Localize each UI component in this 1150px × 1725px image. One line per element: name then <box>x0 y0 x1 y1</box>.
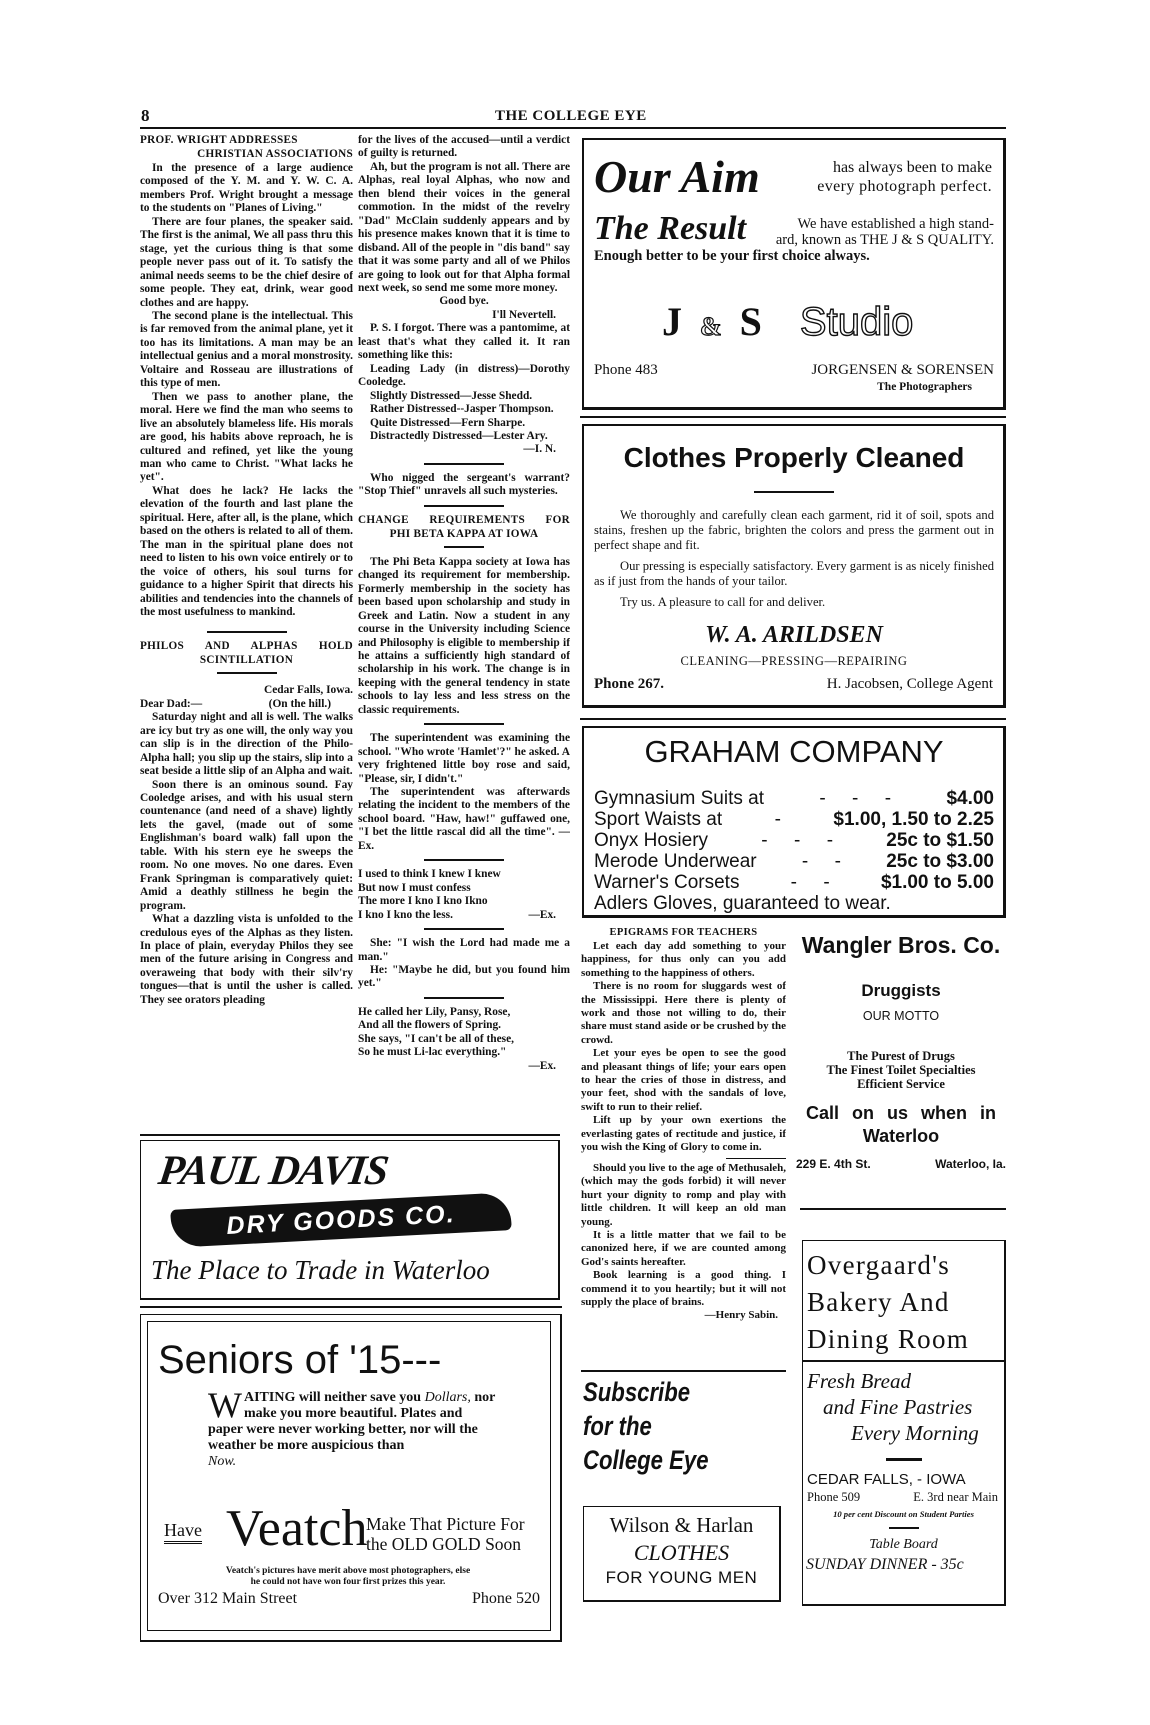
veatch-name: Veatch <box>226 1500 368 1557</box>
name-line: Bakery And <box>807 1287 950 1317</box>
paragraph: Let each day add something to your happiness, for thus only can you add something to the happiness of others. <box>581 940 786 979</box>
poem-line: He called her Lily, Pansy, Rose, <box>358 1005 511 1018</box>
tag-line: Fresh Bread <box>807 1369 912 1393</box>
paragraph: The superintendent was examining the school. "Who wrote 'Hamlet'?" he asked. A very frightened little boy rose and said, "Please, sir, I didn't." <box>358 732 570 785</box>
price-row <box>594 788 994 809</box>
paragraph: P. S. I forgot. There was a pantomime, at least that's what they called it. It ran something like this: <box>358 322 570 362</box>
divider <box>424 928 504 930</box>
poem-line: And all the flowers of Spring. <box>358 1019 502 1032</box>
headline: EPIGRAMS FOR TEACHERS <box>609 927 758 938</box>
divider <box>444 546 484 548</box>
paragraph: Book learning is a good thing. I commend it to you heartily; but it will not supply the place of brains. <box>581 1269 786 1309</box>
aim-title: Our Aim <box>594 151 760 202</box>
price-row <box>594 851 994 872</box>
paragraph: Our pressing is especially satisfactory. Every garment is as nicely finished as if just from the hands of your tailor. <box>594 559 994 588</box>
poem-line: She says, "I can't be all of these, <box>358 1032 514 1045</box>
headline: PHILOS AND ALPHAS HOLD <box>140 640 353 653</box>
paragraph: In the presence of a large audience composed of the Y. M. and Y. W. C. A. members Prof. Wright brought a message to the students on "Planes of Living." <box>140 162 353 215</box>
make-line: Make That Picture For <box>366 1514 525 1534</box>
cast-line: Distractedly Distressed—Lester Ary. <box>370 429 548 442</box>
city: Waterloo, Ia. <box>935 1157 1006 1171</box>
paragraph: Soon there is an ominous sound. Fay Cooledge arises, and with his usual stern countenance (and need of a shave) lightly lets the gavel, (made out of some Englishman's board walk) fall upon the table. With his stern eye he sweeps the room. No one moves. No one dares. Even Frank Springman is comparatively quiet: Amid a deathly stillness he begin the program. <box>140 778 353 912</box>
ad-seniors-inner <box>147 1321 551 1631</box>
rule <box>140 1134 560 1136</box>
cleaning-title: Clothes Properly Cleaned <box>623 442 965 473</box>
divider <box>424 859 504 861</box>
paragraph: Ah, but the program is not all. There are Alphas, real loyal Alphas, who now and then blend their voices in the general commotion. In the midst of the revelry "Dad" McClain suddenly appears and by his presence makes known that it is time to disband. All of the people in "dis band" say that it was some party and all of we Philos are going to look out for that Alpha formal next week, so send me some more money. <box>358 160 570 294</box>
tag-line: Every Morning <box>851 1421 979 1445</box>
poem-line: So he must Li-lac everything." <box>358 1046 507 1059</box>
paragraph: Who nigged the sergeant's warrant? "Stop Thief" unravels all such mysteries. <box>358 471 570 498</box>
location: (On the hill.) <box>268 697 331 710</box>
body-text: nor make you more beautiful. Plates and paper were never working better, nor will the weather be more auspicious than <box>208 1390 496 1453</box>
rule <box>580 416 1006 418</box>
paragraph: Saturday night and all is well. The walks are icy but try as one will, the only way you can slip is in the direction of the Philo-Alpha hall; you slip up the stairs, slip into a seat beside a little slip of an Alpha and wait. <box>140 711 353 778</box>
dinner: SUNDAY DINNER - 35c <box>806 1555 964 1573</box>
banner <box>170 1192 512 1248</box>
item-dashes: - - - <box>819 788 892 809</box>
call-line-1: Call on us when in <box>805 1103 996 1123</box>
divider <box>424 997 504 999</box>
divider <box>217 672 277 674</box>
aim-text-line: every photograph perfect. <box>817 178 992 195</box>
ad-paul-davis <box>140 1140 560 1300</box>
headline: PROF. WRIGHT ADDRESSES <box>140 134 298 146</box>
item-name: Merode Underwear <box>594 851 757 872</box>
body-now: Now. <box>208 1454 237 1469</box>
cast-line: Rather Distressed--Jasper Thompson. <box>370 403 554 416</box>
epigrams-column <box>581 926 786 1366</box>
article-wright <box>140 134 353 619</box>
phone: Phone 520 <box>472 1590 540 1607</box>
body-dollars: Dollars, <box>424 1390 471 1405</box>
signature: I'll Nevertell. <box>492 308 556 321</box>
paragraph: She: "I wish the Lord had made me a man." <box>358 937 570 963</box>
merit-line: Veatch's pictures have merit above most photographers, else <box>225 1566 471 1576</box>
rule <box>581 1370 786 1372</box>
make-picture <box>366 1514 525 1554</box>
result-title: The Result <box>594 210 747 247</box>
divider <box>424 463 504 465</box>
poem-line: But now I must confess <box>358 881 471 894</box>
discount: 10 per cent Discount on Student Parties <box>833 1508 974 1519</box>
poem-last-line <box>358 909 570 922</box>
phone: Phone 509 <box>807 1489 861 1504</box>
ad-cleaning <box>582 424 1006 708</box>
paragraph: The superintendent was afterwards relating the incident to the members of the school board. "Haw, haw!" guffawed one, "I bet the little rascal did all the time". —Ex. <box>358 786 570 852</box>
overgaard-rule <box>886 1458 922 1461</box>
address-line <box>796 1157 1006 1171</box>
cast-line: Quite Distressed—Fern Sharpe. <box>370 416 526 429</box>
page-number: 8 <box>141 106 150 125</box>
item-dashes: - - - <box>761 830 834 851</box>
logo-j: J <box>662 299 682 344</box>
logo-ampersand: & <box>700 312 722 341</box>
have-label: Have <box>164 1520 202 1544</box>
overgaard-rule <box>889 1527 919 1529</box>
make-line: the OLD GOLD Soon <box>366 1534 522 1554</box>
dateline: Cedar Falls, Iowa. <box>263 684 353 697</box>
divider <box>424 505 504 507</box>
result-line: We have established a high stand- <box>797 216 994 232</box>
paragraph: It is a little matter that we fail to be canonized here, if we are counted among God's saints hereafter. <box>581 1229 786 1268</box>
ad-overgaard <box>802 1240 1006 1606</box>
ad-seniors <box>140 1314 562 1642</box>
logo-studio: Studio <box>799 300 914 344</box>
column-2 <box>358 134 570 1132</box>
paragraph: The second plane is the intellectual. This is far removed from the animal plane, yet it too has its limitations. A man may be an intellectual genius and a moral monstrosity. Voltaire and Rosseau are illustrations of this type of men. <box>140 309 353 390</box>
result-line-3: Enough better to be your first choice always. <box>594 248 870 264</box>
article-philos <box>140 640 353 1007</box>
item-dashes: - - <box>790 872 830 893</box>
cast-line: Leading Lady (in distress)—Dorothy Cooledge. <box>358 362 570 389</box>
initials: —I. N. <box>523 443 556 456</box>
credit: —Ex. <box>528 908 556 921</box>
paragraph: We thoroughly and carefully clean each garment, rid it of soil, spots and stains, freshen up the fabric, brighten the colors and press the garment out in perfect shape and fit. <box>594 508 994 552</box>
services: CLEANING—PRESSING—REPAIRING <box>680 654 908 668</box>
merit <box>148 1566 548 1588</box>
salutation-line <box>140 698 353 711</box>
divider <box>207 631 287 633</box>
masthead: THE COLLEGE EYE <box>495 108 647 124</box>
aim-text <box>792 158 992 196</box>
city: CEDAR FALLS, - IOWA <box>807 1470 966 1488</box>
paragraph: Lift up by your own exertions the everlasting gates of rectitude and justice, if you wish the King of Glory to come in. <box>581 1114 786 1154</box>
paragraph: What does he lack? He lacks the elevation of the fourth and last plane the spiritual. Here, after all, is the plane, which based on the others is related to all of them. The man in the spiritual plane does not need to listen to his own voice entirely or to the voice of others, his soul turns for guidance to a higher Spirit that directs his abilities and tendencies into the channels of the most usefulness to mankind. <box>140 484 353 618</box>
drop-cap: W <box>208 1385 242 1425</box>
wangler-trade: Druggists <box>861 981 941 1000</box>
address: Over 312 Main Street <box>158 1590 298 1607</box>
item-price: $1.00, 1.50 to 2.25 <box>833 809 994 830</box>
subscribe-line: College Eye <box>583 1445 709 1475</box>
paragraph: Then we pass to another plane, the moral. Here we find the man who seems to live an absolutely blameless life. His morals are good, his habits above reproach, he is cultured and refined, yet like the young man who came to Christ. "What lacks he yet". <box>140 390 353 484</box>
item-price: 25c to $3.00 <box>886 851 994 872</box>
phone: Phone 267. <box>594 676 665 692</box>
rule <box>580 718 1006 720</box>
motto-line: Efficient Service <box>857 1077 945 1091</box>
price-row <box>594 872 994 893</box>
divider <box>726 1158 786 1160</box>
item-dashes: - <box>774 809 781 830</box>
motto-line: The Finest Toilet Specialties <box>826 1063 976 1077</box>
seniors-title: Seniors of '15--- <box>158 1338 442 1382</box>
price-list <box>594 788 994 914</box>
poem-line: I used to think I knew I knew <box>358 868 501 881</box>
wilson-line: FOR YOUNG MEN <box>605 1568 758 1587</box>
body-text: AITING will neither save you <box>243 1390 425 1405</box>
item-price: $1.00 to 5.00 <box>880 872 994 893</box>
cleaning-body <box>594 508 994 610</box>
item-name: Warner's Corsets <box>594 872 740 893</box>
motto-line: The Purest of Drugs <box>847 1049 955 1063</box>
price-row <box>594 809 994 830</box>
paragraph: for the lives of the accused—until a verdict of guilty is returned. <box>358 134 570 160</box>
phone-line <box>803 1488 1004 1505</box>
ad-wangler <box>796 928 1006 1171</box>
banner-text: DRY GOODS CO. <box>225 1200 457 1240</box>
paragraph: Try us. A pleasure to call for and deliver. <box>620 595 826 609</box>
paragraph: There is no room for sluggards west of the Mississippi. Here there is plenty of work and those not willing to do, their share must stand aside or be crushed by the crowd. <box>581 980 786 1046</box>
item-price: $4.00 <box>946 788 994 809</box>
rule <box>140 1306 562 1308</box>
graham-footer: Adlers Gloves, guaranteed to wear. <box>594 893 891 914</box>
headline: SCINTILLATION <box>199 654 294 667</box>
agent: H. Jacobsen, College Agent <box>826 676 993 692</box>
motto-label: OUR MOTTO <box>862 1009 940 1023</box>
name-line: Dining Room <box>807 1324 970 1354</box>
credit: —Ex. <box>528 1059 556 1072</box>
overgaard-tagline <box>803 1368 1004 1446</box>
item-name: Gymnasium Suits at <box>594 788 764 809</box>
rule <box>800 1208 1006 1210</box>
header-rule <box>140 127 1006 129</box>
subscribe-line: Subscribe <box>583 1377 691 1407</box>
cast-line: Slightly Distressed—Jesse Shedd. <box>370 389 533 402</box>
wilson-name: Wilson & Harlan <box>609 1513 754 1537</box>
paragraph: The Phi Beta Kappa society at Iowa has changed its requirement for membership. Formerly membership in the society has been based upon scholarship and study in Greek and Latin. Now a student in any course in the University including Science and Philosophy is eligible to membership if he attains a sufficiently high standard of scholarship in his work. The change is in keeping with the general tendency in state schools to lay less and less stress on the classic requirements. <box>358 555 570 716</box>
wilson-line: CLOTHES <box>633 1540 730 1565</box>
headline: CHRISTIAN ASSOCIATIONS <box>197 148 353 160</box>
board: Table Board <box>869 1536 938 1552</box>
owners <box>774 362 994 393</box>
ad-js-studio <box>582 138 1006 410</box>
paragraph: Let your eyes be open to see the good and pleasant things of life; your ears open to hear the cries of those in distress, and your feet, shod with the sandals of love, swift to run to their relief. <box>581 1047 786 1113</box>
paragraph: There are four planes, the speaker said. The first is the animal, We all pass thru this stage, yet the curious thing is that some people never pass out of it. To satisfy the animal needs seems to be the chief desire of some people. They eat, drink, wear good clothes and are happy. <box>140 215 353 309</box>
result-line: ard, known as THE J & S QUALITY. <box>775 232 994 248</box>
price-row <box>594 830 994 851</box>
item-name: Onyx Hosiery <box>594 830 709 851</box>
ad-graham <box>582 726 1006 918</box>
wangler-name: Wangler Bros. Co. <box>801 932 1001 958</box>
studio-logo <box>662 298 913 345</box>
seniors-body <box>208 1385 498 1470</box>
slogan: The Place to Trade in Waterloo <box>151 1255 490 1285</box>
poem-line: I kno I kno the less. <box>358 908 453 921</box>
overgaard-name <box>803 1241 1004 1358</box>
salutation: Dear Dad:— <box>140 697 203 710</box>
closing: Good bye. <box>439 295 489 308</box>
ad-wilson-harlan <box>583 1506 781 1602</box>
paragraph: Should you live to the age of Methusaleh, (which may the gods forbid) it will never hurt your dignity to romp and play with little children. It will keep an old man young. <box>581 1162 786 1228</box>
owners-name: JORGENSEN & SORENSEN <box>811 362 994 378</box>
paragraph: He: "Maybe he did, but you found him yet." <box>358 964 570 990</box>
tag-line: and Fine Pastries <box>823 1395 973 1419</box>
cleaning-title-rule <box>754 491 834 493</box>
item-price: 25c to $1.50 <box>886 830 994 851</box>
overgaard-rule <box>803 1360 1004 1362</box>
poem-line: The more I kno I kno Ikno <box>358 895 488 908</box>
phone: Phone 483 <box>594 362 658 378</box>
merit-line: he could not have won four first prizes this year. <box>250 1577 446 1587</box>
address: 229 E. 4th St. <box>796 1157 871 1171</box>
name-line: Overgaard's <box>807 1250 951 1280</box>
aim-text-line: has always been to make <box>832 159 992 176</box>
cleaner-name: W. A. ARILDSEN <box>705 622 883 648</box>
owners-tagline: The Photographers <box>877 381 972 393</box>
item-dashes: - - <box>801 851 841 872</box>
result-text <box>764 216 994 248</box>
headline: CHANGE REQUIREMENTS FOR <box>358 513 570 526</box>
paul-davis-logo: PAUL DAVIS <box>155 1148 391 1194</box>
item-name: Sport Waists at <box>594 809 723 830</box>
logo-s: S <box>739 299 762 344</box>
call-line-2: Waterloo <box>862 1126 940 1146</box>
column-1 <box>140 134 353 1132</box>
divider <box>424 723 504 725</box>
ad-subscribe[interactable] <box>583 1375 747 1477</box>
location: E. 3rd near Main <box>913 1489 998 1504</box>
motto <box>796 1049 1006 1091</box>
paragraph: What a dazzling vista is unfolded to the credulous eyes of the Alphas as they listen. In place of plain, everyday Philos they see men of the future arising in Congress and overaweing that body with their silv'ry tongues—that is until the usher is called. They see orators pleading <box>140 913 353 1006</box>
credit: —Henry Sabin. <box>704 1309 778 1322</box>
graham-title: GRAHAM COMPANY <box>644 734 944 769</box>
headline: PHI BETA KAPPA AT IOWA <box>389 527 539 540</box>
subscribe-line: for the <box>583 1411 652 1441</box>
